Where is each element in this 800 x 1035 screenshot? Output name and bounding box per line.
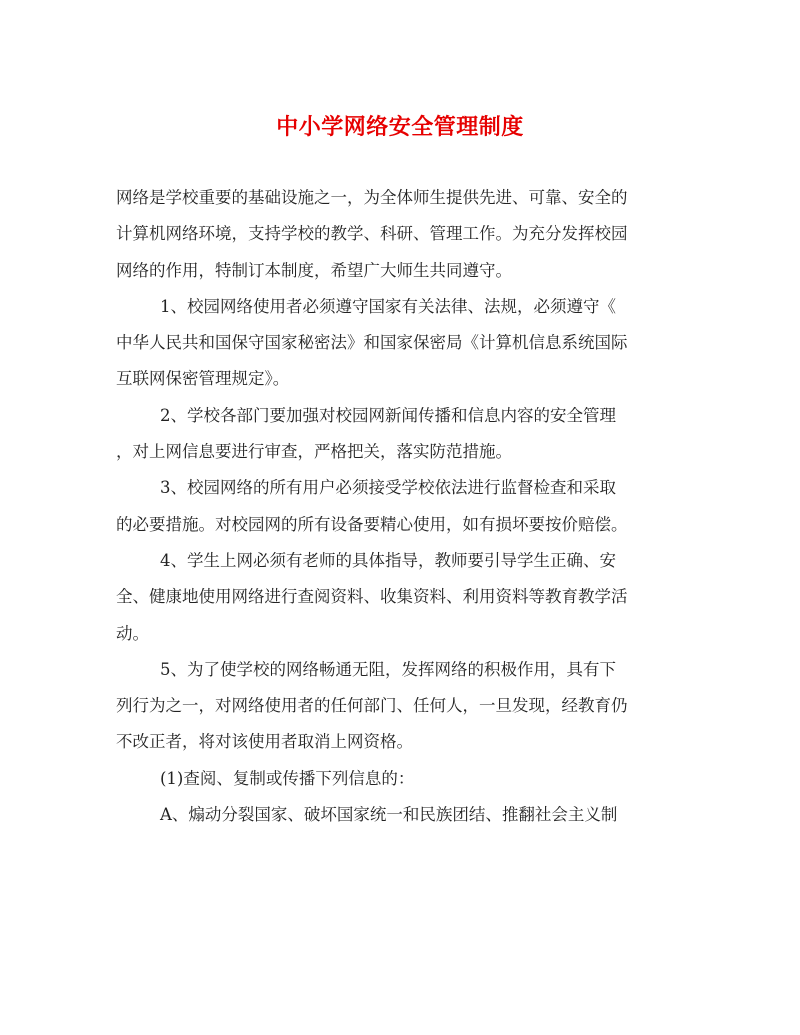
paragraph-line: 3、校园网络的所有用户必须接受学校依法进行监督检查和采取 bbox=[160, 478, 616, 498]
paragraph-rule-2 bbox=[116, 398, 686, 471]
paragraph-line: 中华人民共和国保守国家秘密法》和国家保密局《计算机信息系统国际 bbox=[116, 333, 628, 353]
paragraph-line: A、煽动分裂国家、破坏国家统一和民族团结、推翻社会主义制 bbox=[160, 805, 618, 825]
paragraph-line: 5、为了使学校的网络畅通无阻，发挥网络的积极作用，具有下 bbox=[160, 659, 616, 679]
paragraph-line: 不改正者，将对该使用者取消上网资格。 bbox=[116, 732, 413, 752]
paragraph-line: 网络是学校重要的基础设施之一，为全体师生提供先进、可靠、安全的 bbox=[116, 188, 628, 207]
paragraph-line: ，对上网信息要进行审查，严格把关，落实防范措施。 bbox=[116, 442, 512, 462]
document-body bbox=[116, 180, 686, 833]
paragraph-line: 的必要措施。对校园网的所有设备要精心使用，如有损坏要按价赔偿。 bbox=[116, 514, 628, 534]
paragraph-line: 计算机网络环境，支持学校的教学、科研、管理工作。为充分发挥校园 bbox=[116, 224, 628, 244]
paragraph-line: 1、校园网络使用者必须遵守国家有关法律、法规，必须遵守《 bbox=[160, 296, 616, 316]
paragraph-line: 2、学校各部门要加强对校园网新闻传播和信息内容的安全管理 bbox=[160, 405, 616, 425]
paragraph-rule-5 bbox=[116, 652, 686, 761]
paragraph-rule-1 bbox=[116, 289, 686, 398]
paragraph-line: 网络的作用，特制订本制度，希望广大师生共同遵守。 bbox=[116, 260, 512, 280]
paragraph-rule-3 bbox=[116, 470, 686, 543]
paragraph-line: 全、健康地使用网络进行查阅资料、收集资料、利用资料等教育教学活 bbox=[116, 587, 628, 607]
paragraph-subitem-1 bbox=[116, 761, 686, 797]
paragraph-line: 列行为之一，对网络使用者的任何部门、任何人，一旦发现，经教育仍 bbox=[116, 696, 628, 716]
document-title: 中小学网络安全管理制度 bbox=[276, 114, 524, 140]
paragraph-line: (1)查阅、复制或传播下列信息的： bbox=[160, 768, 415, 788]
paragraph-subitem-a bbox=[116, 797, 686, 833]
paragraph-line: 互联网保密管理规定》。 bbox=[116, 369, 290, 389]
paragraph-rule-4 bbox=[116, 543, 686, 652]
paragraph-intro bbox=[116, 180, 686, 289]
paragraph-line: 4、学生上网必须有老师的具体指导，教师要引导学生正确、安 bbox=[160, 550, 616, 570]
paragraph-line: 动。 bbox=[116, 623, 149, 643]
